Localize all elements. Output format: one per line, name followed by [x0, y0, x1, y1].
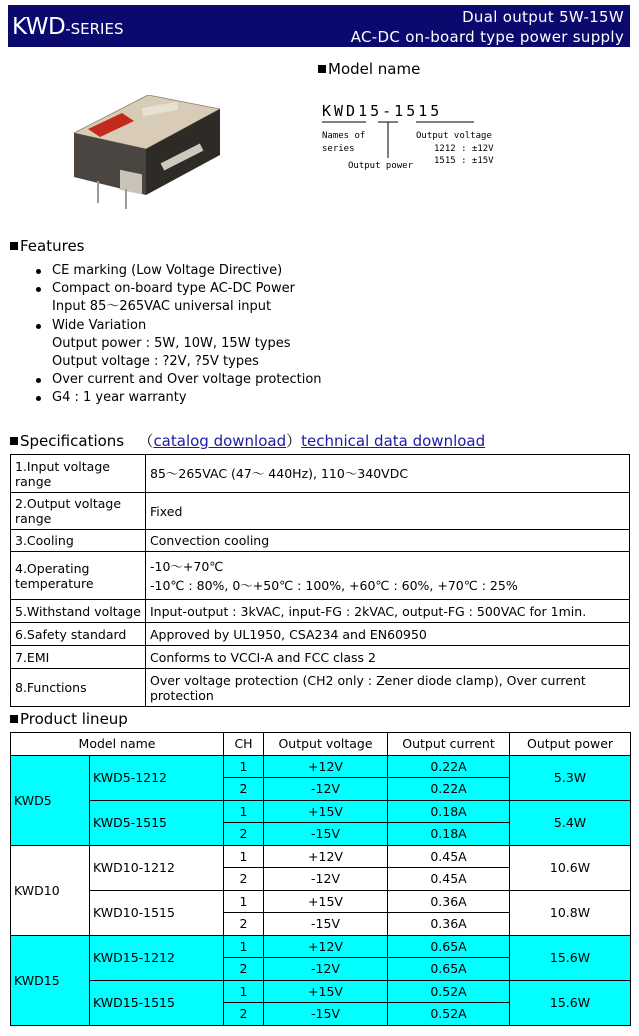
- spec-key: 1.Input voltage range: [11, 455, 146, 493]
- spec-key: 3.Cooling: [11, 530, 146, 552]
- voltage-code-1515: 1515 : ±15V: [434, 156, 494, 166]
- header-title-1: Dual output 5W-15W: [462, 8, 624, 26]
- table-row: [11, 935, 631, 958]
- technical-data-download-link[interactable]: technical data download: [301, 432, 486, 450]
- feature-item: G4 : 1 year warranty: [34, 389, 322, 407]
- voltage-cell: +12V: [264, 755, 388, 778]
- voltage-code-1212: 1212 : ±12V: [434, 144, 494, 154]
- product-lineup-table: [10, 732, 631, 1026]
- table-row: [11, 800, 631, 823]
- product-lineup-title: Product lineup: [10, 710, 128, 728]
- features-title: Features: [10, 237, 85, 255]
- spec-value: Convection cooling: [146, 530, 630, 552]
- product-photo: [60, 95, 220, 215]
- spec-value: [146, 552, 630, 600]
- table-row: [11, 755, 631, 778]
- logo-series: -SERIES: [65, 20, 124, 38]
- current-cell: 0.45A: [388, 845, 510, 868]
- ch-cell: 1: [224, 800, 264, 823]
- ch-cell: 2: [224, 913, 264, 936]
- ch-cell: 1: [224, 845, 264, 868]
- spec-value: Over voltage protection (CH2 only : Zener diode clamp), Over current protection: [146, 669, 630, 707]
- voltage-cell: +12V: [264, 845, 388, 868]
- specifications-title: Specifications （catalog download）technical data download: [10, 430, 485, 451]
- current-cell: 0.18A: [388, 823, 510, 846]
- logo-main: KWD: [12, 14, 66, 40]
- table-row: [11, 845, 631, 868]
- current-cell: 0.36A: [388, 913, 510, 936]
- feature-subitem: Output voltage : ?2V, ?5V types: [52, 354, 259, 370]
- spec-key: 6.Safety standard: [11, 623, 146, 646]
- voltage-cell: -15V: [264, 913, 388, 936]
- ch-cell: 2: [224, 778, 264, 801]
- voltage-cell: +15V: [264, 980, 388, 1003]
- spec-value: Approved by UL1950, CSA234 and EN60950: [146, 623, 630, 646]
- col-model-name: Model name: [11, 733, 224, 756]
- power-cell: 10.8W: [510, 890, 631, 935]
- ch-cell: 2: [224, 868, 264, 891]
- feature-subitem: Output power : 5W, 10W, 15W types: [52, 335, 291, 351]
- power-cell: 15.6W: [510, 935, 631, 980]
- catalog-download-link[interactable]: catalog download: [153, 432, 287, 450]
- model-code: KWD15-1515: [322, 102, 443, 120]
- spec-value: 85～265VAC (47～ 440Hz), 110～340VDC: [146, 455, 630, 493]
- header-title-2: AC-DC on-board type power supply: [350, 28, 624, 46]
- current-cell: 0.36A: [388, 890, 510, 913]
- voltage-cell: +15V: [264, 800, 388, 823]
- voltage-cell: -12V: [264, 868, 388, 891]
- spec-key: 5.Withstand voltage: [11, 600, 146, 623]
- spec-value: Fixed: [146, 493, 630, 530]
- col-output-current: Output current: [388, 733, 510, 756]
- current-cell: 0.52A: [388, 980, 510, 1003]
- feature-subitem: Input 85～265VAC universal input: [52, 299, 272, 315]
- voltage-cell: +15V: [264, 890, 388, 913]
- model-name-title: Model name: [318, 60, 420, 78]
- label-names-of-series: Names of series: [322, 131, 366, 154]
- features-list: [34, 262, 322, 408]
- feature-item: CE marking (Low Voltage Directive): [34, 262, 322, 280]
- spec-value-line: -10℃ : 80%, 0～+50℃ : 100%, +60℃ : 60%, +70℃ : 25%: [150, 577, 518, 593]
- spec-key: 8.Functions: [11, 669, 146, 707]
- spec-key: 4.Operating temperature: [11, 552, 146, 600]
- header-banner: [8, 5, 630, 47]
- col-ch: CH: [224, 733, 264, 756]
- voltage-cell: -15V: [264, 823, 388, 846]
- model-cell: KWD15-1515: [90, 980, 224, 1025]
- series-cell: KWD15: [11, 935, 90, 1025]
- voltage-cell: -12V: [264, 778, 388, 801]
- current-cell: 0.22A: [388, 778, 510, 801]
- spec-value: Input-output : 3kVAC, input-FG : 2kVAC, output-FG : 500VAC for 1min.: [146, 600, 630, 623]
- table-row: [11, 980, 631, 1003]
- current-cell: 0.18A: [388, 800, 510, 823]
- series-cell: KWD5: [11, 755, 90, 845]
- current-cell: 0.52A: [388, 1003, 510, 1026]
- series-logo: [12, 14, 123, 40]
- spec-value: Conforms to VCCI-A and FCC class 2: [146, 646, 630, 669]
- voltage-cell: +12V: [264, 935, 388, 958]
- feature-item: Wide Variation: [34, 317, 322, 335]
- voltage-cell: -12V: [264, 958, 388, 981]
- model-name-diagram: [318, 100, 548, 180]
- ch-cell: 1: [224, 980, 264, 1003]
- feature-item: Compact on-board type AC-DC Power: [34, 280, 322, 298]
- ch-cell: 2: [224, 823, 264, 846]
- col-output-power: Output power: [510, 733, 631, 756]
- ch-cell: 1: [224, 890, 264, 913]
- col-output-voltage: Output voltage: [264, 733, 388, 756]
- current-cell: 0.45A: [388, 868, 510, 891]
- power-cell: 5.3W: [510, 755, 631, 800]
- spec-value-line: -10～+70℃: [150, 558, 224, 574]
- ch-cell: 2: [224, 958, 264, 981]
- power-cell: 15.6W: [510, 980, 631, 1025]
- power-cell: 5.4W: [510, 800, 631, 845]
- model-cell: KWD15-1212: [90, 935, 224, 980]
- current-cell: 0.65A: [388, 958, 510, 981]
- spec-row: [11, 493, 630, 530]
- current-cell: 0.65A: [388, 935, 510, 958]
- label-output-power: Output power: [348, 161, 414, 171]
- voltage-cell: -15V: [264, 1003, 388, 1026]
- spec-key: 2.Output voltage range: [11, 493, 146, 530]
- ch-cell: 1: [224, 935, 264, 958]
- table-row: [11, 890, 631, 913]
- series-cell: KWD10: [11, 845, 90, 935]
- power-cell: 10.6W: [510, 845, 631, 890]
- spec-row: [11, 530, 630, 552]
- model-cell: KWD5-1212: [90, 755, 224, 800]
- label-output-voltage: Output voltage: [416, 131, 492, 141]
- lineup-header-row: [11, 733, 631, 756]
- ch-cell: 1: [224, 755, 264, 778]
- spec-key: 7.EMI: [11, 646, 146, 669]
- spec-row: [11, 600, 630, 623]
- specifications-table: [10, 454, 630, 707]
- feature-item: Over current and Over voltage protection: [34, 371, 322, 389]
- spec-row: [11, 455, 630, 493]
- spec-row: [11, 623, 630, 646]
- model-cell: KWD5-1515: [90, 800, 224, 845]
- spec-row: [11, 552, 630, 600]
- model-cell: KWD10-1515: [90, 890, 224, 935]
- current-cell: 0.22A: [388, 755, 510, 778]
- spec-row: [11, 646, 630, 669]
- ch-cell: 2: [224, 1003, 264, 1026]
- spec-row: [11, 669, 630, 707]
- model-cell: KWD10-1212: [90, 845, 224, 890]
